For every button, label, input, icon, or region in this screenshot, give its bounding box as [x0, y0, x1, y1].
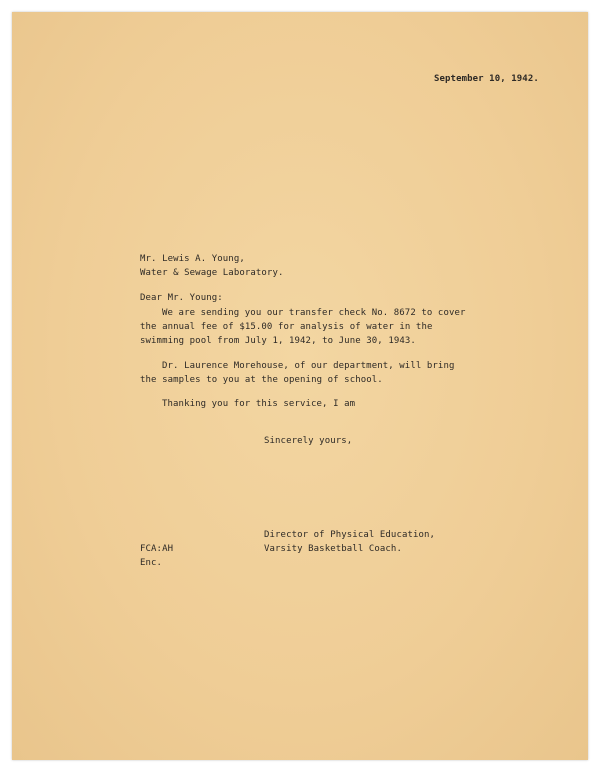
- body-paragraph-2-line-2: the samples to you at the opening of school.: [140, 375, 383, 385]
- closing: Sincerely yours,: [264, 436, 353, 446]
- body-paragraph-2-line-1: Dr. Laurence Morehouse, of our department, will bring: [162, 361, 455, 371]
- signature-title-1: Director of Physical Education,: [264, 530, 436, 540]
- recipient-name: Mr. Lewis A. Young,: [140, 254, 245, 264]
- body-paragraph-1-line-1: We are sending you our transfer check No. 8672 to cover: [162, 308, 466, 318]
- typist-initials: FCA:AH: [140, 544, 174, 554]
- body-paragraph-3: Thanking you for this service, I am: [162, 399, 356, 409]
- signature-title-2: Varsity Basketball Coach.: [264, 544, 402, 554]
- body-paragraph-1-line-3: swimming pool from July 1, 1942, to June 30, 1943.: [140, 336, 416, 346]
- enclosure-note: Enc.: [140, 558, 163, 568]
- body-paragraph-1-line-2: the annual fee of $15.00 for analysis of water in the: [140, 322, 433, 332]
- letter-page: [12, 12, 588, 760]
- salutation: Dear Mr. Young:: [140, 293, 223, 303]
- recipient-organization: Water & Sewage Laboratory.: [140, 268, 284, 278]
- letter-date: September 10, 1942.: [434, 74, 539, 84]
